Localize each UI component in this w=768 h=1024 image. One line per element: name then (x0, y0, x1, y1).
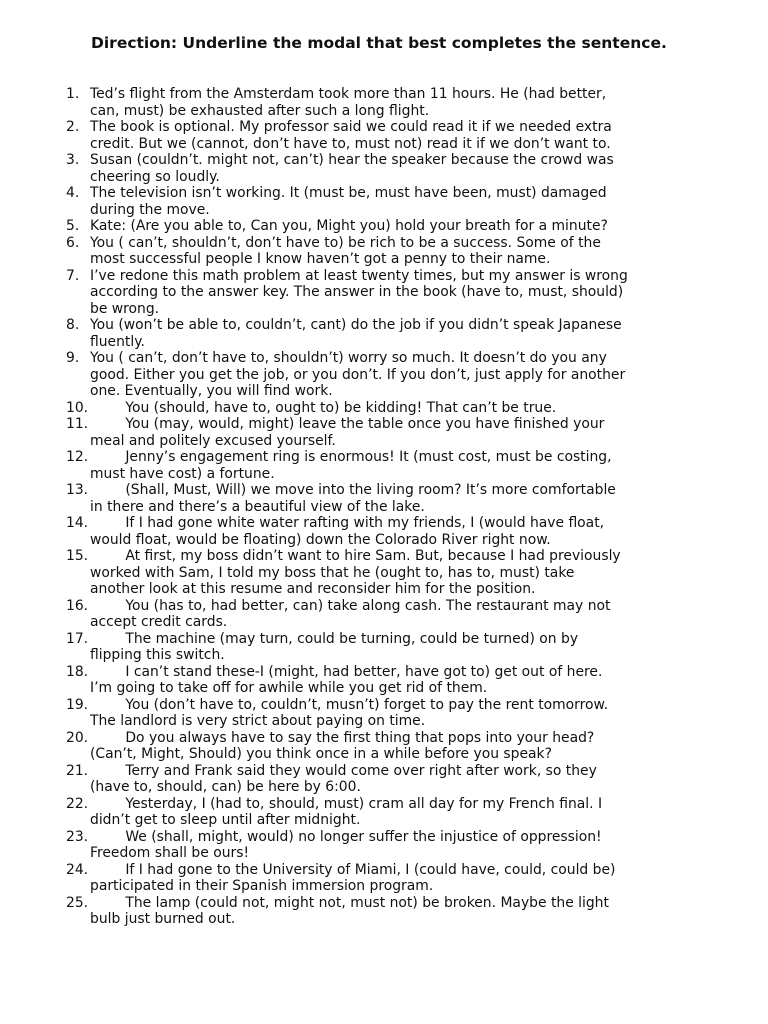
question-number: 2. (66, 119, 80, 135)
question-item (0, 416, 768, 449)
question-number: 1. (66, 86, 80, 102)
question-text: At first, my boss didn’t want to hire Sam. But, because I had previously worked with Sam, I told my boss that he (ought to, has to, must) take another look at this resume and reconsider him for the position. (90, 548, 621, 597)
question-item (0, 185, 768, 218)
question-text: Ted’s flight from the Amsterdam took more than 11 hours. He (had better, can, must) be exhausted after such a long flight. (90, 86, 607, 119)
question-item (0, 400, 768, 417)
question-number: 17. (66, 630, 89, 647)
question-text: I’ve redone this math problem at least twenty times, but my answer is wrong according to the answer key. The answer in the book (have to, must, should) be wrong. (90, 267, 628, 317)
question-number: 15. (66, 548, 89, 564)
question-number: 21. (66, 762, 89, 779)
question-list (0, 86, 768, 928)
question-text: The machine (may turn, could be turning, could be turned) on by flipping this switch. (90, 630, 579, 663)
question-text: You (should, have to, ought to) be kidding! That can’t be true. (90, 399, 557, 416)
question-item (0, 548, 768, 598)
question-number: 5. (66, 218, 80, 234)
question-item (0, 895, 768, 928)
question-item (0, 598, 768, 631)
question-text: (Shall, Must, Will) we move into the living room? It’s more comfortable in there and there’s a beautiful view of the lake. (90, 482, 616, 515)
question-number: 11. (66, 416, 89, 432)
question-text: I can’t stand these-I (might, had better, have got to) get out of here. I’m going to take off for awhile while you get rid of them. (90, 663, 603, 696)
question-number: 24. (66, 861, 89, 878)
question-number: 19. (66, 696, 89, 713)
question-number: 16. (66, 597, 89, 614)
question-number: 7. (66, 267, 80, 284)
question-number: 18. (66, 663, 89, 680)
question-item (0, 152, 768, 185)
question-text: We (shall, might, would) no longer suffer the injustice of oppression! Freedom shall be ours! (90, 828, 602, 861)
question-item (0, 218, 768, 235)
question-item (0, 664, 768, 697)
question-text: Jenny’s engagement ring is enormous! It (must cost, must be costing, must have cost) a fortune. (90, 449, 612, 482)
question-number: 9. (66, 350, 80, 366)
question-item (0, 730, 768, 763)
question-item (0, 631, 768, 664)
question-text: You ( can’t, don’t have to, shouldn’t) worry so much. It doesn’t do you any good. Either you get the job, or you don’t. If you don’t, just apply for another one. Eventually, you will find work. (90, 350, 626, 399)
question-number: 14. (66, 515, 89, 531)
question-number: 10. (66, 399, 89, 416)
question-number: 23. (66, 828, 89, 845)
question-text: Susan (couldn’t. might not, can’t) hear the speaker because the crowd was cheering so loudly. (90, 152, 614, 185)
question-item (0, 350, 768, 400)
question-number: 20. (66, 729, 89, 746)
question-item (0, 317, 768, 350)
question-number: 8. (66, 317, 80, 333)
question-text: The book is optional. My professor said we could read it if we needed extra credit. But we (cannot, don’t have to, must not) read it if we don’t want to. (90, 119, 612, 152)
question-text: Terry and Frank said they would come over right after work, so they (have to, should, can) be here by 6:00. (90, 762, 597, 795)
question-number: 13. (66, 482, 89, 498)
question-item (0, 482, 768, 515)
question-text: The lamp (could not, might not, must not) be broken. Maybe the light bulb just burned out. (90, 894, 609, 927)
question-item (0, 86, 768, 119)
question-number: 12. (66, 449, 89, 465)
question-item (0, 235, 768, 268)
question-item (0, 515, 768, 548)
direction-heading: Direction: Underline the modal that best completes the sentence. (91, 34, 667, 52)
question-text: You (has to, had better, can) take along cash. The restaurant may not accept credit cards. (90, 597, 611, 630)
question-item (0, 119, 768, 152)
question-item (0, 449, 768, 482)
question-number: 22. (66, 795, 89, 812)
question-text: You (don’t have to, couldn’t, musn’t) forget to pay the rent tomorrow. The landlord is very strict about paying on time. (90, 696, 609, 729)
question-text: Kate: (Are you able to, Can you, Might you) hold your breath for a minute? (90, 218, 608, 234)
question-text: You (may, would, might) leave the table once you have finished your meal and politely excused yourself. (90, 416, 605, 449)
question-item (0, 268, 768, 318)
question-text: Do you always have to say the first thing that pops into your head? (Can’t, Might, Should) you think once in a while before you speak? (90, 729, 595, 762)
question-number: 3. (66, 152, 80, 168)
question-item (0, 796, 768, 829)
question-text: The television isn’t working. It (must be, must have been, must) damaged during the move. (90, 185, 607, 218)
question-number: 4. (66, 185, 80, 201)
question-text: Yesterday, I (had to, should, must) cram all day for my French final. I didn’t get to sleep until after midnight. (90, 795, 603, 828)
question-item (0, 763, 768, 796)
question-item (0, 862, 768, 895)
question-text: If I had gone to the University of Miami, I (could have, could, could be) participated in their Spanish immersion program. (90, 861, 616, 894)
question-text: You ( can’t, shouldn’t, don’t have to) be rich to be a success. Some of the most successful people I know haven’t got a penny to their name. (90, 234, 601, 267)
question-item (0, 697, 768, 730)
question-item (0, 829, 768, 862)
question-text: If I had gone white water rafting with my friends, I (would have float, would float, would be floating) down the Colorado River right now. (90, 515, 605, 548)
question-number: 6. (66, 234, 80, 251)
question-number: 25. (66, 894, 89, 911)
question-text: You (won’t be able to, couldn’t, cant) do the job if you didn’t speak Japanese fluently. (90, 317, 622, 350)
